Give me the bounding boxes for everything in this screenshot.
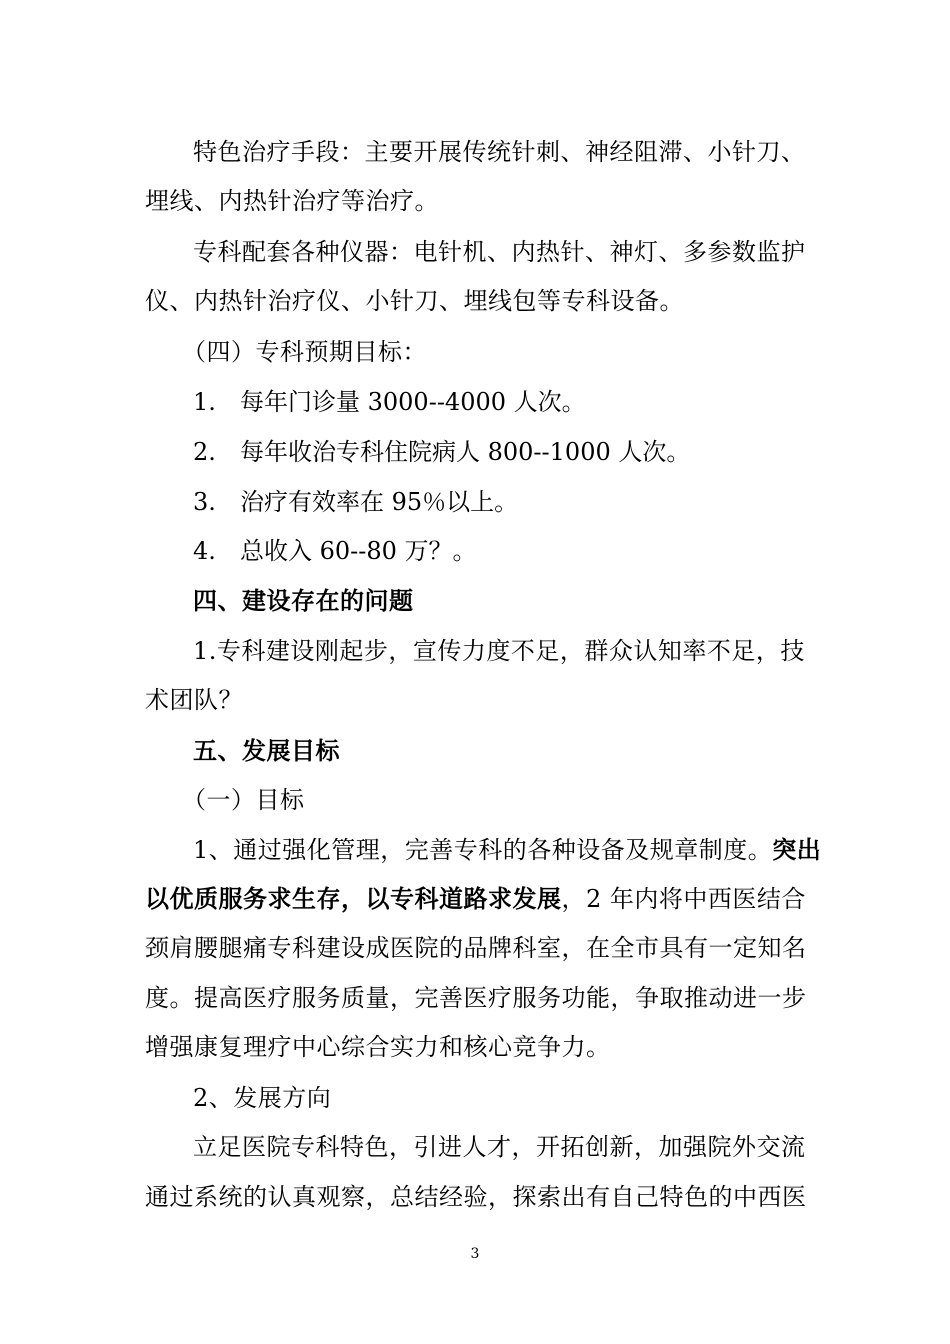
paragraph-problems-line1: 1.专科建设刚起步，宣传力度不足，群众认知率不足，技 (193, 637, 805, 665)
goal-text-emphasis: 以优质服务求生存，以专科道路求发展 (145, 884, 562, 913)
paragraph-equipment-line1: 专科配套各种仪器：电针机、内热针、神灯、多参数监护 (193, 238, 806, 266)
paragraph-goal-line4: 度。提高医疗服务质量，完善医疗服务功能，争取推动进一步 (145, 984, 807, 1012)
paragraph-equipment-line2: 仪、内热针治疗仪、小针刀、埋线包等专科设备。 (145, 287, 684, 315)
page-number: 3 (470, 1246, 480, 1262)
goal-text-plain: 1、通过强化管理，完善专科的各种设备及规章制度。 (193, 836, 773, 864)
subheading-direction: 2、发展方向 (193, 1084, 332, 1112)
goal-text-emphasis: 突出 (772, 835, 822, 864)
list-item-text: 每年门诊量 3000--4000 人次。 (240, 388, 586, 416)
paragraph-goal-line5: 增强康复理疗中心综合实力和核心竞争力。 (145, 1033, 611, 1061)
list-item-number: 3. (193, 488, 216, 516)
paragraph-direction-line2: 通过系统的认真观察，总结经验，探索出有自己特色的中西医 (145, 1183, 807, 1211)
subheading-expected-goals: （四）专科预期目标： (182, 338, 427, 366)
section-heading-development-goals: 五、发展目标 (193, 736, 340, 765)
list-item-text: 治疗有效率在 95％以上。 (240, 488, 519, 516)
paragraph-direction-line1: 立足医院专科特色，引进人才，开拓创新，加强院外交流 (193, 1133, 806, 1161)
paragraph-goal-line1 (193, 834, 858, 866)
paragraph-treatment-line2: 埋线、内热针治疗等治疗。 (145, 187, 439, 215)
paragraph-problems-line2: 术团队？ (145, 686, 243, 714)
list-item-text: 总收入 60--80 万？。 (240, 537, 477, 565)
paragraph-goal-line3: 颈肩腰腿痛专科建设成医院的品牌科室，在全市具有一定知名 (145, 934, 807, 962)
goal-text-plain: ，2 年内将中西医结合 (561, 885, 806, 913)
section-heading-problems: 四、建设存在的问题 (193, 586, 414, 615)
list-item-number: 1. (193, 388, 216, 416)
list-item-text: 每年收治专科住院病人 800--1000 人次。 (240, 438, 691, 466)
paragraph-treatment-line1: 特色治疗手段：主要开展传统针刺、神经阻滞、小针刀、 (193, 138, 806, 166)
paragraph-goal-line2 (145, 883, 810, 915)
list-item-number: 4. (193, 537, 216, 565)
subheading-goal: （一）目标 (182, 786, 305, 814)
list-item-number: 2. (193, 438, 216, 466)
